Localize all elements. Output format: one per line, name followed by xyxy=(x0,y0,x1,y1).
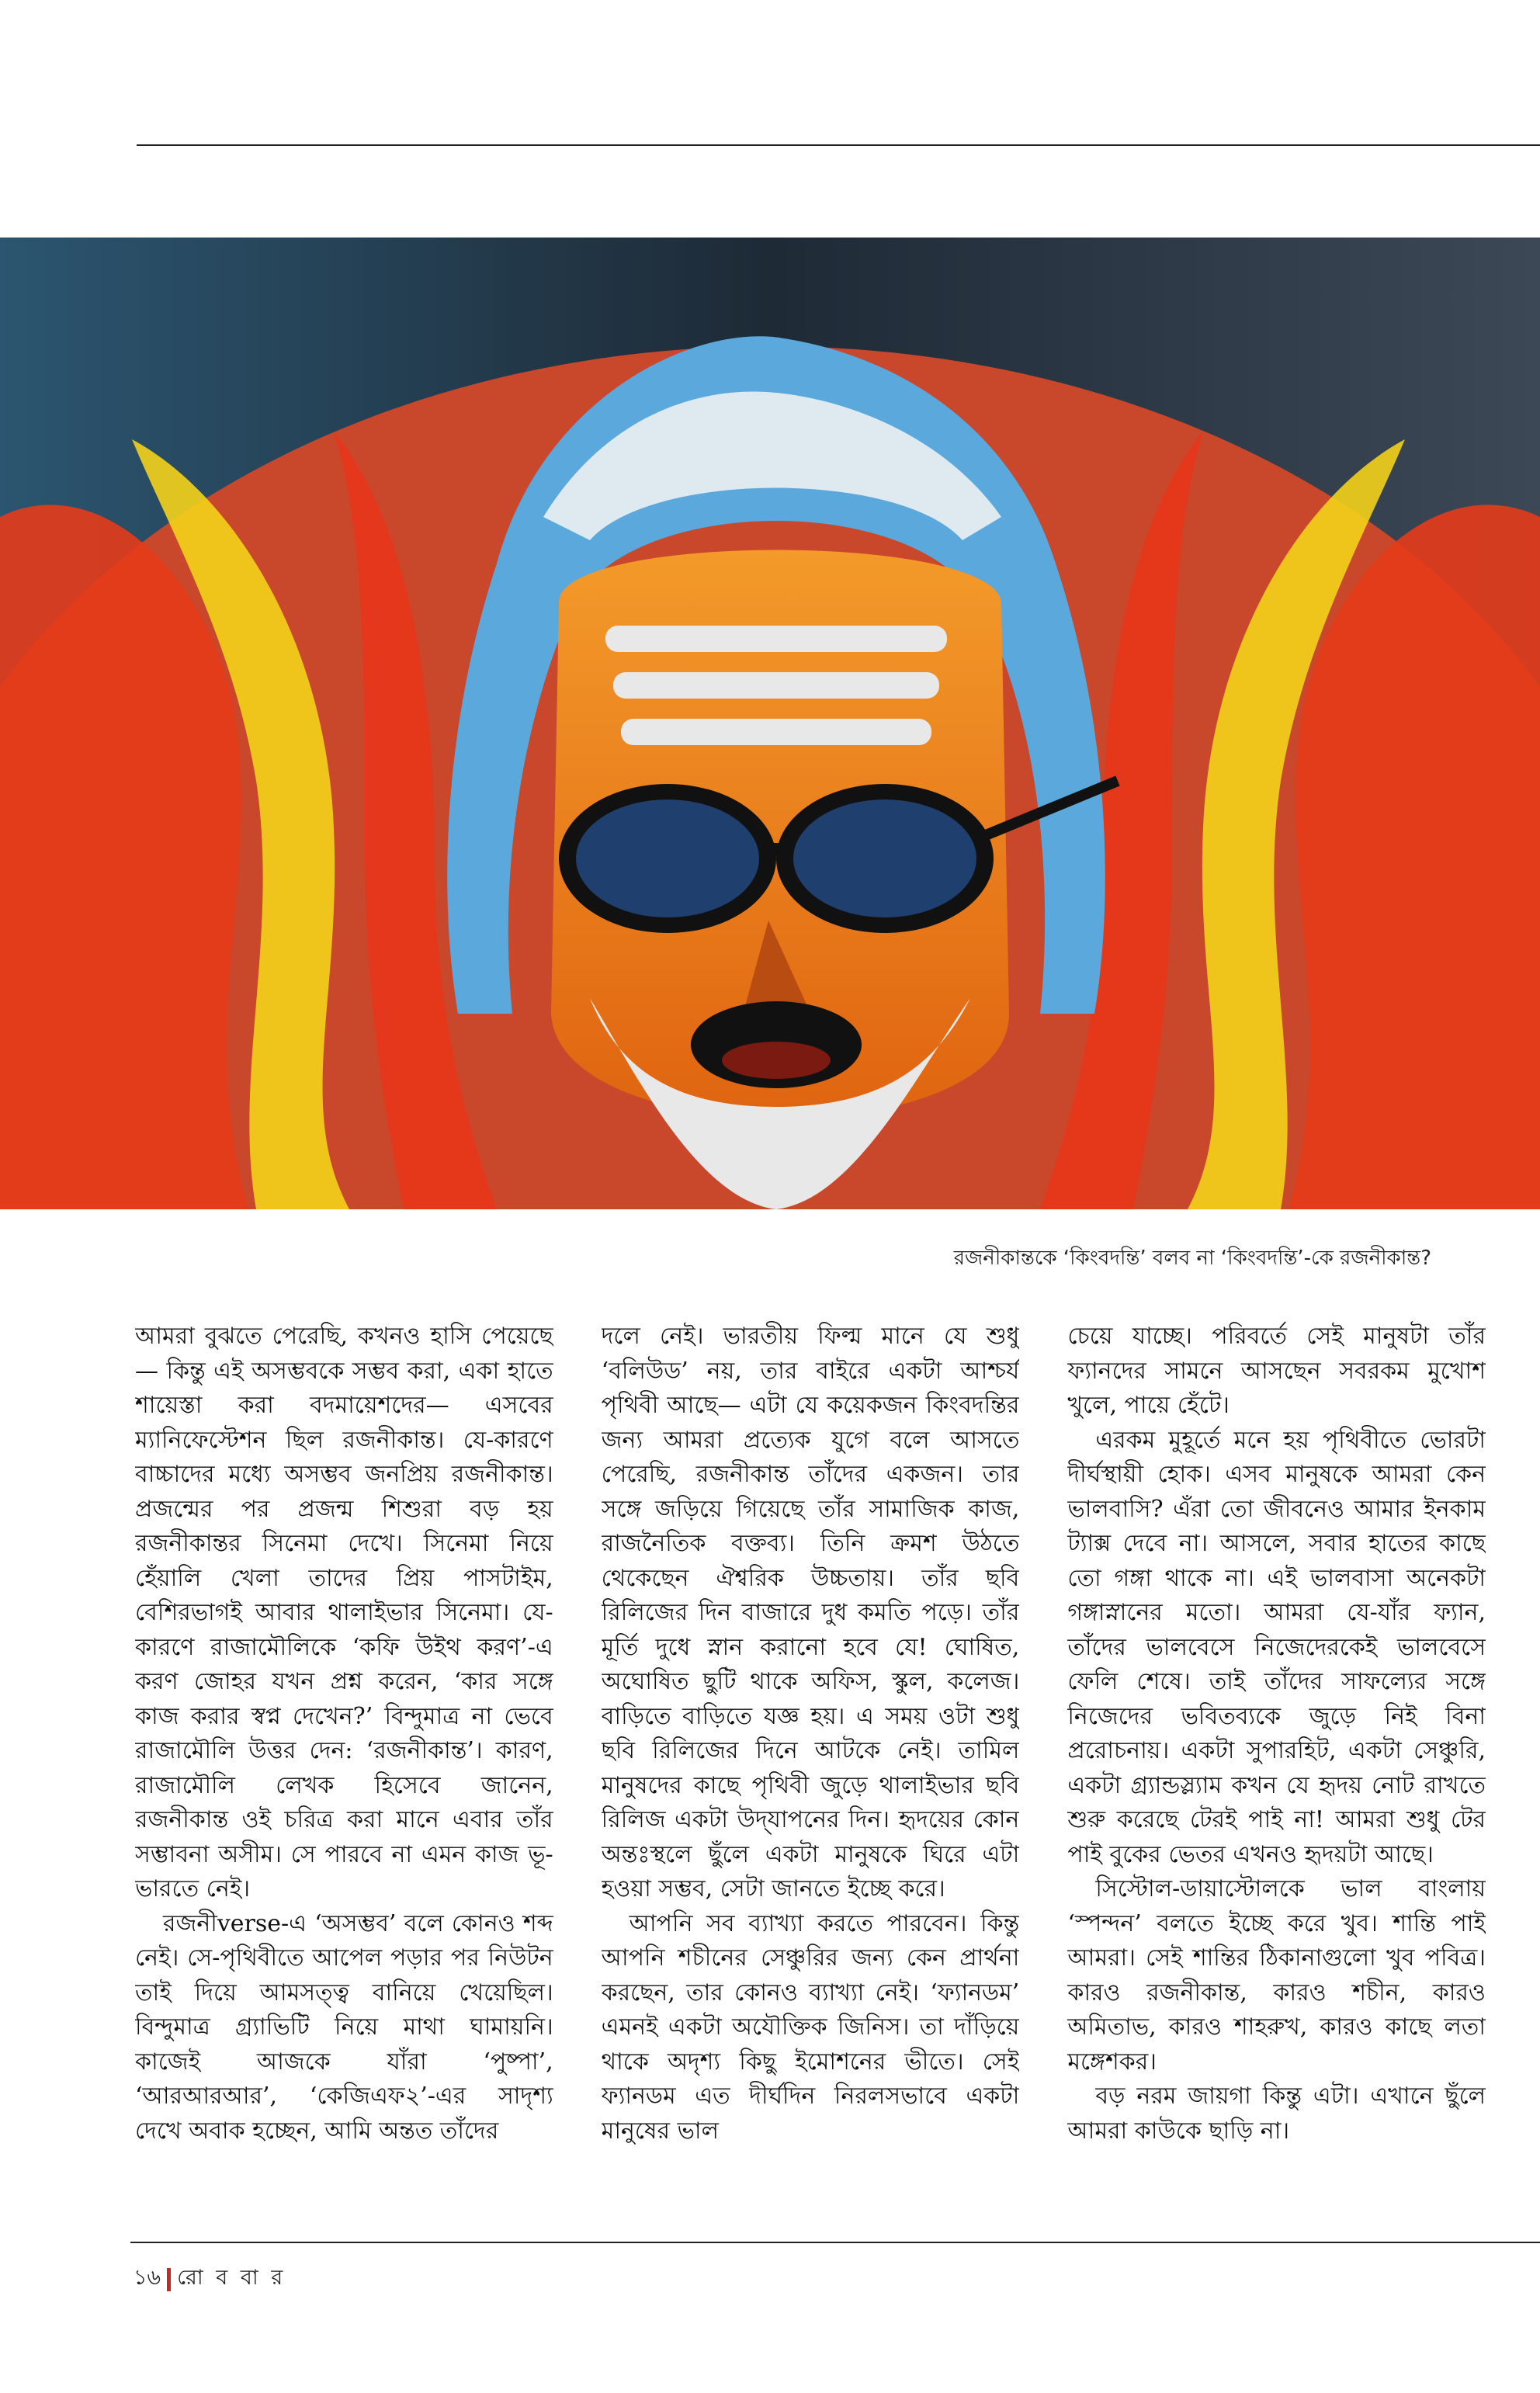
paragraph: এরকম মুহূর্তে মনে হয় পৃথিবীতে ভোরটা দীর্ঘস্থায়ী হোক। এসব মানুষকে আমরা কেন ভালবাসি? এঁরা তো জীবনেও আমার ইনকাম ট্যাক্স দেবে না। আসলে, সবার হাতের কাছে তো গঙ্গা থাকে না। এই ভালবাসা অনেকটা গঙ্গাস্নানের মতো। আমরা যে-যাঁর ফ্যান, তাঁদের ভালবেসে নিজেদেরকেই ভালবেসে ফেলি শেষে। তাই তাঁদের সাফল্যের সঙ্গে নিজেদের ভবিতব্যকে জুড়ে নিই বিনা প্ররোচনায়। একটা সুপারহিট, একটা সেঞ্চুরি, একটা গ্র্যান্ডস্ল্যাম কখন যে হৃদয় নোট রাখতে শুরু করেছে টেরই পাই না! আমরা শুধু টের পাই বুকের ভেতর এখনও হৃদয়টা আছে। xyxy=(1067,1426,1486,1868)
magazine-name: রো ব বা র xyxy=(177,2266,286,2290)
paragraph: রজনীverse-এ ‘অসম্ভব’ বলে কোনও শব্দ নেই। সে-পৃথিবীতে আপেল পড়ার পর নিউটন তাই দিয়ে আমসত্ত্ব বানিয়ে খেয়েছিল। বিন্দুমাত্র গ্র্যাভিটি নিয়ে মাথা ঘামায়নি। কাজেই আজকে যাঁরা ‘পুষ্পা’, ‘আরআরআর’, ‘কেজিএফ২’-এর সাদৃশ্য দেখে অবাক হচ্ছেন, আমি অন্তত তাঁদের xyxy=(135,1909,553,2145)
paragraph: আপনি সব ব্যাখ্যা করতে পারবেন। কিন্তু আপনি শচীনের সেঞ্চুরির জন্য কেন প্রার্থনা করছেন, তার কোনও ব্যাখ্যা নেই। ‘ফ্যানডম’ এমনই একটা অযৌক্তিক জিনিস। তা দাঁড়িয়ে থাকে অদৃশ্য কিছু ইমোশনের ভীতে। সেই ফ্যানডম এত দীর্ঘদিন নিরলসভাবে একটা মানুষের ভাল xyxy=(601,1909,1020,2145)
photo-caption: রজনীকান্তকে ‘কিংবদন্তি’ বলব না ‘কিংবদন্তি’-কে রজনীকান্ত? xyxy=(953,1247,1431,1270)
paragraph: বড় নরম জায়গা কিন্তু এটা। এখানে ছুঁলে আমরা কাউকে ছাড়ি না। xyxy=(1067,2083,1486,2145)
paragraph: সিস্টোল-ডায়াস্টোলকে ভাল বাংলায় ‘স্পন্দন’ বলতে ইচ্ছে করে খুব। শান্তি পাই আমরা। সেই শান্তির ঠিকানাগুলো খুব পবিত্র। কারও রজনীকান্ত, কারও শচীন, কারও অমিতাভ, কারও শাহরুখ, কারও কাছে লতা মঙ্গেশকর। xyxy=(1067,1875,1486,2076)
hero-illustration xyxy=(0,238,1540,1209)
hero-image xyxy=(0,238,1540,1209)
column-3 xyxy=(1067,1320,1486,2204)
column-1 xyxy=(135,1320,553,2204)
page-footer xyxy=(134,2262,286,2297)
footer-separator xyxy=(167,2268,171,2291)
paragraph: চেয়ে যাচ্ছে। পরিবর্তে সেই মানুষটা তাঁর ফ্যানদের সামনে আসছেন সবরকম মুখোশ খুলে, পায়ে হেঁটে। xyxy=(1067,1323,1486,1419)
page-number: ১৬ xyxy=(134,2266,161,2290)
top-rule xyxy=(137,144,1540,146)
paragraph: দলে নেই। ভারতীয় ফিল্ম মানে যে শুধু ‘বলিউড’ নয়, তার বাইরে একটা আশ্চর্য পৃথিবী আছে— এটা যে কয়েকজন কিংবদন্তির জন্য আমরা প্রত্যেক যুগে বলে আসতে পেরেছি, রজনীকান্ত তাঁদের একজন। তার সঙ্গে জড়িয়ে গিয়েছে তাঁর সামাজিক কাজ, রাজনৈতিক বক্তব্য। তিনি ক্রমশ উঠতে থেকেছেন ঐশ্বরিক উচ্চতায়। তাঁর ছবি রিলিজের দিন বাজারে দুধ কমতি পড়ে। তাঁর মূর্তি দুধে স্নান করানো হবে যে! ঘোষিত, অঘোষিত ছুটি থাকে অফিস, স্কুল, কলেজ। বাড়িতে বাড়িতে যজ্ঞ হয়। এ সময় ওটা শুধু ছবি রিলিজের দিনে আটকে নেই। তামিল মানুষদের কাছে পৃথিবী জুড়ে থালাইভার ছবি রিলিজ একটা উদ্‌যাপনের দিন। হৃদয়ের কোন অন্তঃস্থলে ছুঁলে একটা মানুষকে ঘিরে এটা হওয়া সম্ভব, সেটা জানতে ইচ্ছে করে। xyxy=(601,1323,1020,1902)
bottom-rule xyxy=(130,2242,1540,2243)
article-body xyxy=(135,1320,1486,2204)
column-2 xyxy=(602,1320,1020,2204)
paragraph: আমরা বুঝতে পেরেছি, কখনও হাসি পেয়েছে— কিন্তু এই অসম্ভবকে সম্ভব করা, একা হাতে শায়েস্তা করা বদমায়েশদের— এসবের ম্যানিফেস্টেশন ছিল রজনীকান্ত। যে-কারণে বাচ্চাদের মধ্যে অসম্ভব জনপ্রিয় রজনীকান্ত। প্রজন্মের পর প্রজন্ম শিশুরা বড় হয় রজনীকান্তর সিনেমা দেখে। সিনেমা নিয়ে হেঁয়ালি খেলা তাদের প্রিয় পাসটাইম, বেশিরভাগই আবার থালাইভার সিনেমা। যে-কারণে রাজামৌলিকে ‘কফি উইথ করণ’-এ করণ জোহর যখন প্রশ্ন করেন, ‘কার সঙ্গে কাজ করার স্বপ্ন দেখেন?’ বিন্দুমাত্র না ভেবে রাজামৌলি উত্তর দেন: ‘রজনীকান্ত’। কারণ, রাজামৌলি লেখক হিসেবে জানেন, রজনীকান্ত ওই চরিত্র করা মানে এবার তাঁর সম্ভাবনা অসীম। সে পারবে না এমন কাজ ভূ-ভারতে নেই। xyxy=(135,1323,553,1902)
